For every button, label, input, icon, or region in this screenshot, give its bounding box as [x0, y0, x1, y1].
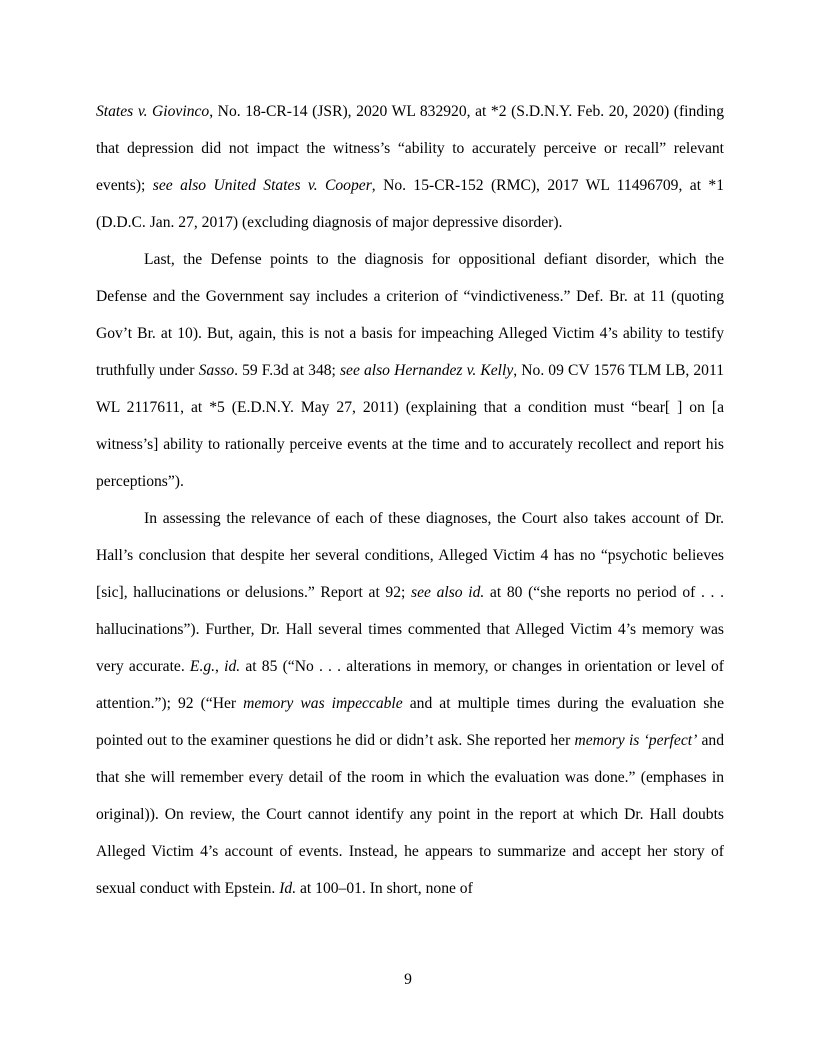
- text-run: at 85 (“No . . . alterations in memory, or changes in orientation or level of attention.”); 92 (“Her: [96, 658, 725, 712]
- citation-signal: E.g.: [189, 658, 216, 675]
- text-run: and that she will remember every detail of the room in which the evaluation was done.” (emphases in original)). On review, the Court cannot identify any point in the report at which Dr. Hall doubts Alleged Victim 4’s account of events. Instead, he appears to summarize and accept her story of sexual conduct with Epstein.: [96, 732, 725, 897]
- paragraph-dr-hall-conclusion: [96, 500, 724, 907]
- case-name: Sasso: [198, 362, 235, 379]
- text-run: at 100–01. In short, none of: [296, 880, 473, 897]
- text-run: , No. 09 CV 1576 TLM LB, 2011 WL 2117611, at *5 (E.D.N.Y. May 27, 2011) (explaining that a condition must “bear[ ] on [a witness’s] ability to rationally perceive events at the time and to accurately recollect and report his perceptions”).: [96, 362, 724, 490]
- text-run: and at multiple times during the evaluation she pointed out to the examiner questions he did or didn’t ask. She reported her: [96, 695, 725, 749]
- case-name: States v. Giovinco: [96, 103, 210, 120]
- page-number: 9: [404, 971, 412, 988]
- citation-signal: id.: [224, 658, 241, 675]
- emphasis: memory was impeccable: [243, 695, 403, 712]
- emphasis: memory is ‘perfect’: [574, 732, 698, 749]
- citation-signal: see also id.: [411, 584, 485, 601]
- citation-signal: Id.: [279, 880, 297, 897]
- text-run: , No. 18-CR-14 (JSR), 2020 WL 832920, at *2 (S.D.N.Y. Feb. 20, 2020) (finding that depression did not impact the witness’s “ability to accurately perceive or recall” relevant events);: [96, 103, 724, 194]
- paragraph-oppositional-defiant-disorder: [96, 241, 724, 500]
- text-run: Last, the Defense points to the diagnosis for oppositional defiant disorder, which the Defense and the Government say includes a criterion of “vindictiveness.” Def. Br. at 11 (quoting Gov’t Br. at 10). But, again, this is not a basis for impeaching Alleged Victim 4’s ability to testify truthfully under: [96, 251, 724, 379]
- text-run: ,: [215, 658, 225, 675]
- case-name: see also Hernandez v. Kelly: [339, 362, 514, 379]
- document-body: [96, 93, 724, 907]
- paragraph-depression-cases: [96, 93, 724, 241]
- case-name: see also United States v. Cooper: [152, 177, 372, 194]
- text-run: . 59 F.3d at 348;: [234, 362, 340, 379]
- text-run: In assessing the relevance of each of these diagnoses, the Court also takes account of Dr. Hall’s conclusion that despite her several conditions, Alleged Victim 4 has no “psychotic believes [sic], hallucinations or delusions.” Report at 92;: [96, 510, 724, 601]
- text-run: at 80 (“she reports no period of . . . hallucinations”). Further, Dr. Hall several times commented that Alleged Victim 4’s memory was very accurate.: [96, 584, 725, 675]
- text-run: , No. 15-CR-152 (RMC), 2017 WL 11496709, at *1 (D.D.C. Jan. 27, 2017) (excluding diagnosis of major depressive disorder).: [96, 177, 725, 231]
